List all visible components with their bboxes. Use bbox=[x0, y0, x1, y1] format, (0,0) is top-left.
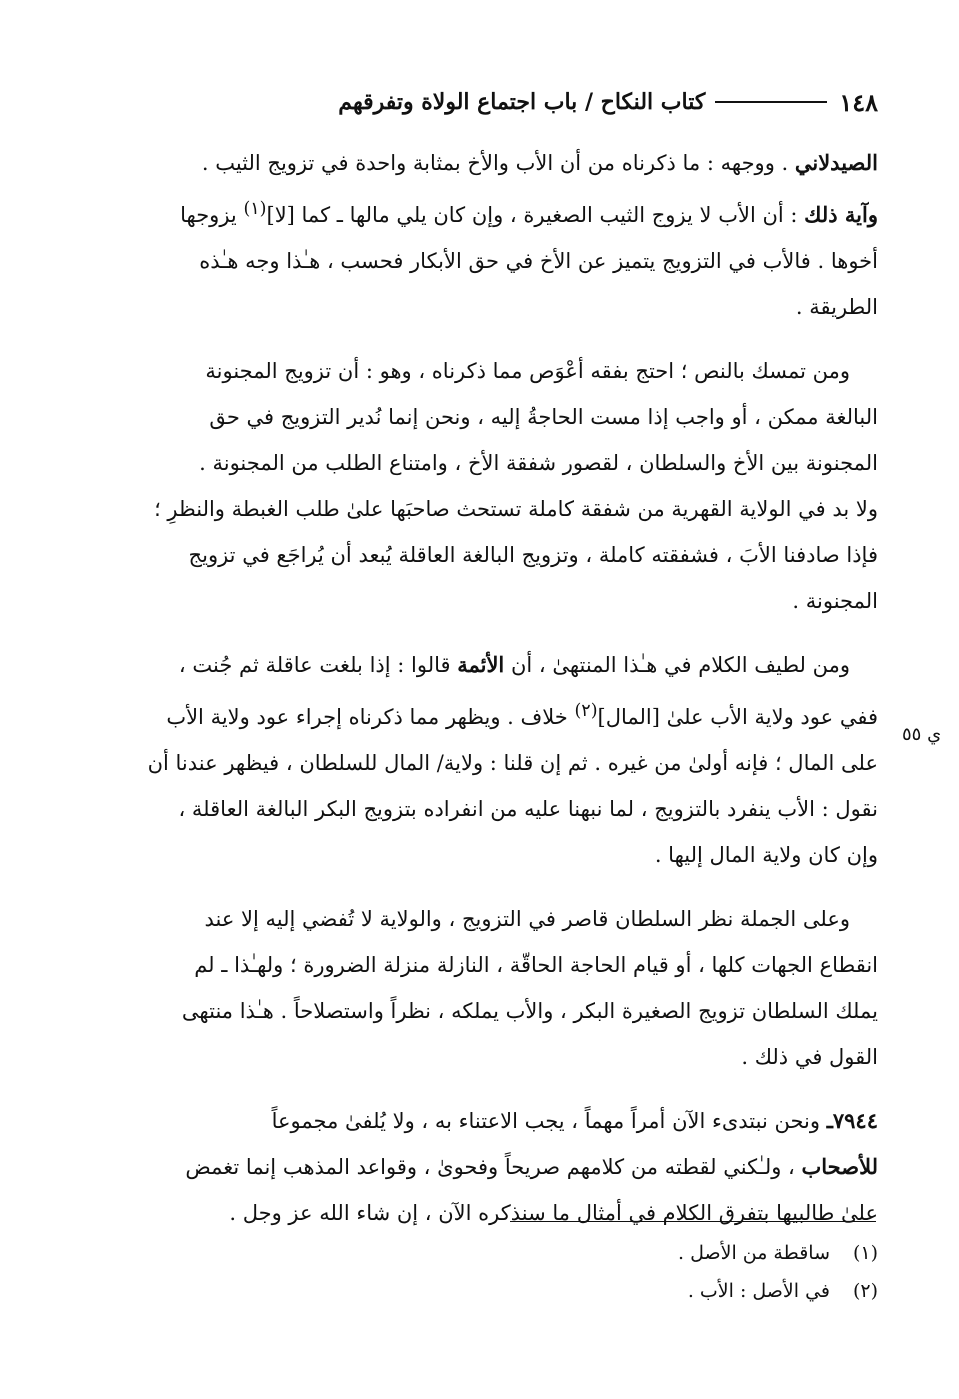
text-line: يملك السلطان تزويج الصغيرة البكر ، والأب يملكه ، نظراً واستصلاحاً . هـٰذا منتهى bbox=[181, 999, 878, 1023]
text-line: نقول : الأب ينفرد بالتزويج ، لما نبهنا عليه من انفراده بتزويج البكر البالغة العاقلة ، bbox=[178, 797, 878, 821]
bold-term: الصيدلاني bbox=[794, 150, 878, 175]
footnote-text: في الأصل : الأب . bbox=[687, 1280, 830, 1302]
footnote-number: (٢) bbox=[852, 1280, 878, 1302]
text-line: انقطاع الجهات كلها ، أو قيام الحاجة الحاقّة ، النازلة منزلة الضرورة ؛ ولهـٰذا ـ لم bbox=[194, 953, 878, 977]
paragraph-2 bbox=[100, 348, 878, 624]
footnote-ref-1[interactable]: (١) bbox=[243, 199, 267, 219]
text-line: على المال ؛ فإنه أولىٰ من غيره . ثم إن قلنا : ولاية/ المال للسلطان ، فيظهر عندنا أن bbox=[147, 751, 878, 775]
text-line bbox=[100, 688, 878, 740]
text-line bbox=[100, 642, 878, 688]
line-text: ففي عود ولاية الأب علىٰ [المال] bbox=[597, 705, 878, 729]
footnote-separator bbox=[510, 1221, 876, 1222]
footnotes bbox=[100, 1234, 878, 1310]
text-line: فإذا صادفنا الأبَ ، فشفقته كاملة ، وتزويج البالغة العاقلة يُبعد أن يُراجَع في تزويج bbox=[188, 543, 878, 567]
footnote-2 bbox=[100, 1272, 878, 1310]
text-line: علىٰ طالبيها بتفرق الكلام في أمثال ما سنذكره الآن ، إن شاء الله عز وجل . bbox=[229, 1201, 878, 1225]
header-rule bbox=[715, 101, 827, 103]
text-line bbox=[100, 186, 878, 238]
text-line bbox=[100, 140, 878, 186]
text-line: وعلى الجملة نظر السلطان قاصر في التزويج ، والولاية لا تُفضي إليه إلا عند bbox=[204, 907, 850, 931]
footnote-text: ساقطة من الأصل . bbox=[678, 1242, 830, 1264]
footnote-1 bbox=[100, 1234, 878, 1272]
text-line bbox=[100, 1098, 878, 1144]
line-text: قالوا : إذا بلغت عاقلة ثم جُنت ، bbox=[178, 653, 458, 677]
bold-term: وآية ذلك bbox=[804, 202, 878, 227]
text-line: ولا بد في الولاية القهرية من شفقة كاملة تستحث صاحبَها علىٰ طلب الغبطة والنظرِ ؛ bbox=[154, 497, 878, 521]
bold-term: الأئمة bbox=[457, 652, 505, 677]
text-line: البالغة ممكن ، أو واجب إذا مست الحاجةُ إليه ، ونحن إنما نُدير التزويج في حق bbox=[209, 405, 878, 429]
text-line: الطريقة . bbox=[795, 295, 878, 319]
line-text: ومن لطيف الكلام في هـٰذا المنتهىٰ ، أن bbox=[504, 653, 850, 677]
running-title: كتاب النكاح / باب اجتماع الولاة وتفرقهم bbox=[338, 89, 706, 115]
text-line: أخوها . فالأب في التزويج يتميز عن الأخ في حق الأبكار فحسب ، هـٰذا وجه هـٰذه bbox=[199, 249, 878, 273]
text-line: القول في ذلك . bbox=[741, 1045, 878, 1069]
main-text bbox=[100, 140, 878, 1254]
line-text: يزوجها bbox=[180, 203, 244, 227]
bold-term: للأصحاب bbox=[801, 1154, 878, 1179]
page-number: ١٤٨ bbox=[839, 87, 878, 117]
footnote-number: (١) bbox=[852, 1242, 878, 1264]
line-text: خلاف . ويظهر مما ذكرناه إجراء عود ولاية الأب bbox=[166, 705, 575, 729]
text-line: ومن تمسك بالنص ؛ احتج بفقه أعْوَص مما ذكرناه ، وهو : أن تزويج المجنونة bbox=[205, 359, 850, 383]
page-header bbox=[100, 82, 878, 122]
line-text: . ووجهه : ما ذكرناه من أن الأب والأخ بمثابة واحدة في تزويج الثيب . bbox=[201, 151, 795, 175]
line-text: ونحن نبتدىء الآن أمراً مهماً ، يجب الاعتناء به ، ولا يُلفىٰ مجموعاً bbox=[271, 1109, 827, 1133]
paragraph-5 bbox=[100, 1098, 878, 1236]
text-line: المجنونة بين الأخ والسلطان ، لقصور شفقة الأخ ، وامتناع الطلب من المجنونة . bbox=[199, 451, 878, 475]
line-text: ، ولـٰكني لقطته من كلامهم صريحاً وفحوىٰ ، وقواعد المذهب إنما تغمض bbox=[185, 1155, 802, 1179]
text-line: المجنونة . bbox=[792, 589, 878, 613]
paragraph-4 bbox=[100, 896, 878, 1080]
manuscript-folio-marker: ي ٥٥ bbox=[902, 724, 942, 745]
text-line: وإن كان ولاية المال إليها . bbox=[654, 843, 878, 867]
paragraph-1 bbox=[100, 140, 878, 330]
paragraph-3 bbox=[100, 642, 878, 878]
text-line bbox=[100, 1144, 878, 1190]
line-text: : أن الأب لا يزوج الثيب الصغيرة ، وإن كان يلي مالها ـ كما [لا] bbox=[266, 203, 805, 227]
footnote-ref-2[interactable]: (٢) bbox=[574, 701, 598, 721]
issue-number: ٧٩٤٤ـ bbox=[826, 1108, 878, 1133]
